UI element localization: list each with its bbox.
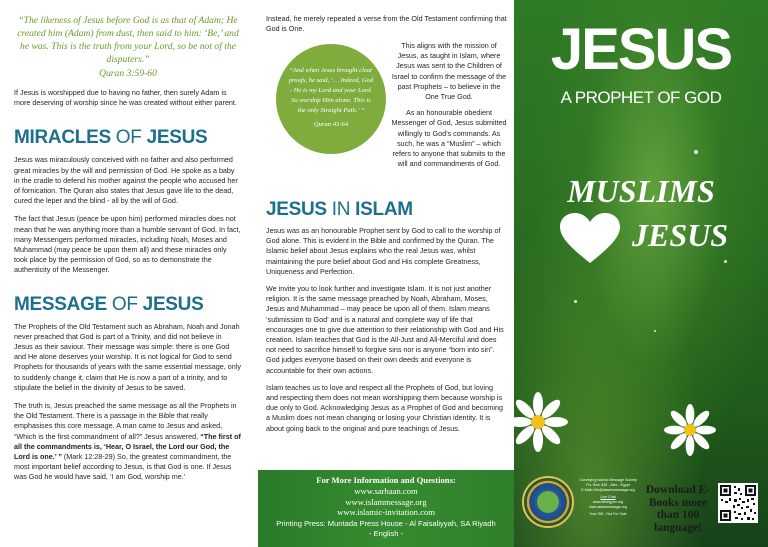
miracles-heading-word2: JESUS: [146, 127, 208, 149]
miracles-heading: [14, 127, 242, 149]
alignment-paragraph-2: As an honourable obedient Messenger of God, Jesus submitted willingly to God’s commands. As such, he was a “Muslim” – which refers to anyone that submits to the will and commandments of God.: [391, 108, 507, 169]
footer-language: - English -: [368, 529, 404, 538]
opening-quote: [14, 14, 242, 80]
society-website-1[interactable]: www.sfhelgyon.org: [592, 500, 624, 504]
message-heading-word2: JESUS: [142, 293, 204, 315]
sparkle: [654, 330, 656, 332]
footer-title: For More Information and Questions:: [316, 475, 456, 485]
daisy-flower-icon: [514, 392, 568, 452]
footer-link-sarhaan[interactable]: www.sarhaan.com: [354, 486, 418, 496]
islam-paragraph-3: Islam teaches us to love and respect all the Prophets of God, but loving and respecting them does not mean worshipping them because worship is due only to God. Acknowledging Jesus as a Prophet of God and becoming a Muslim does not mean changing or losing your Christian identity. It is about going back to the original and pure teachings of Jesus.: [266, 382, 503, 433]
quote-circle: [276, 44, 386, 154]
cover-panel: [514, 0, 768, 547]
message-paragraph-2: [14, 401, 242, 483]
muslims-text: MUSLIMS: [567, 173, 715, 209]
jesus-in-islam-heading: [266, 199, 413, 221]
miracles-paragraph-2: The fact that Jesus (peace be upon him) performed miracles does not mean that he was anything more than a humble servant of God. In fact, many Messengers performed miracles, including Noah, Moses and Muhammad (may peace be upon them all) and these miracles only took place by the permission of God, so as to demonstrate the authenticity of the Messenger.: [14, 214, 241, 275]
continuation-paragraph: Instead, he merely repeated a verse from the Old Testament confirming that God is One.: [266, 14, 507, 34]
miracles-paragraph-1: Jesus was miraculously conceived with no father and also performed great miracles by the will and permission of God. He spoke as a baby in the cradle to defend his mother against the people who accused her of fornication. The Quran also states that Jesus gave life to the dead, cured the leper and the blind - all by the will of God.: [14, 155, 238, 206]
footer-link-islammessage[interactable]: www.islammessage.org: [345, 496, 427, 507]
live-chat-link[interactable]: Live Chat: [600, 495, 616, 499]
opening-quote-reference: Quran 3:59-60: [99, 68, 157, 79]
islam-heading-word2: ISLAM: [355, 199, 413, 220]
cover-title: JESUS: [550, 17, 732, 82]
society-name: Conveying Islamic Message Society: [579, 478, 637, 482]
society-seal-logo: [522, 476, 574, 528]
circle-quote-text: “And when Jesus brought clear proofs, he said, ‘… Indeed, God - He is my Lord and your Lord. So worship Him alone. This is the only Straight Path.’ ”: [288, 67, 374, 114]
heart-icon: [560, 213, 620, 265]
islam-body: [266, 226, 506, 441]
sparkle: [574, 300, 577, 303]
message-heading: [14, 294, 242, 316]
qr-code-icon[interactable]: [718, 483, 758, 523]
society-contact-info: [576, 478, 640, 517]
middle-column: [258, 0, 514, 547]
circle-quote-reference: Quran 43:64: [313, 121, 349, 128]
sparkle: [694, 150, 698, 154]
islam-heading-word1: JESUS: [266, 199, 327, 220]
society-address: P.o. Box: 834 - Alex - Egypt: [586, 483, 630, 487]
jesus-script-text: JESUS: [632, 217, 729, 253]
message-paragraph-2-end: (Mark 12:28-29) So, the greatest commandment, the most important belief according to Jesus, is that God is one. If Jesus was God he would have said, ‘I am God, worship me.’: [14, 452, 232, 482]
left-column: [0, 0, 256, 547]
contact-footer: [258, 470, 514, 547]
commandment-quote: “The first of all the commandments is, ‘Hear, O Israel, the Lord our God, the Lord is one.’ ”: [14, 431, 241, 462]
miracles-heading-of: OF: [110, 127, 147, 149]
cover-subtitle: A PROPHET OF GOD: [560, 88, 722, 107]
society-website-2[interactable]: www.islammessage.org: [589, 505, 627, 509]
society-email: E-Mail: info@islamicmessage.org: [581, 488, 635, 492]
islam-heading-in: IN: [326, 199, 356, 220]
continuation-text-block: [266, 14, 508, 34]
miracles-heading-word1: MIRACLES: [14, 127, 111, 149]
footer-link-islamic-invitation[interactable]: www.islamic-invitation.com: [337, 507, 435, 517]
message-heading-of: OF: [106, 293, 143, 315]
message-paragraph-1: The Prophets of the Old Testament such as Abraham, Noah and Jonah never preached that God is part of a Trinity, and did not believe in Jesus as their saviour. Their message was simple: there is one God and He alone deserves your worship. It is not logical for God to send Prophets for thousands of years with the same essential message, only to suddenly change it, claim that He is now a part of a trinity, and to stipulate the belief in the divinity of Jesus to be saved.: [14, 321, 241, 392]
intro-paragraph: If Jesus is worshipped due to having no father, then surely Adam is more deserving of worship since he was created without either parent.: [14, 88, 237, 108]
islam-paragraph-1: Jesus was as an honourable Prophet sent by God to call to the worship of God alone. This is evident in the Bible and confirmed by the Quran. The Islamic belief about Jesus explains who the real Jesus was, whilst maintaining the pure belief about God and His complete Greatness, Uniqueness and Perfection.: [266, 226, 501, 276]
footer-printing-press: Printing Press: Muntada Press House - Al Faisaliyyah, SA Riyadh: [276, 518, 496, 528]
message-paragraph-2-start: The truth is, Jesus preached the same message as all the Prophets in the Old Testament. There is a passage in the Bible that really emphasises this core message. A man came to Jesus and asked, “Which is the first commandment of all?” Jesus answered,: [14, 401, 237, 441]
alignment-paragraph-1: This aligns with the mission of Jesus, as taught in Islam, where Jesus was sent to the Children of Israel to confirm the message of the past Prophets – to believe in the One True God.: [391, 41, 507, 102]
not-for-sale-note: Your Gift - Not For Sale: [589, 512, 627, 516]
message-heading-word1: MESSAGE: [14, 293, 107, 315]
heart-row: [514, 213, 768, 263]
islam-paragraph-2: We invite you to look further and investigate Islam. It is not just another religion. It is the same message preached by Noah, Abraham, Moses, Jesus and Muhammad – may peace be upon all of them. Islam means ‘submission to God’ and is a natural and complete way of life that encourages one to give due attention to their relationship with God and His creation. Islam teaches that God is the All-Just and All-Merciful and does not need to sacrifice himself to forgive sins nor is anyone “born into sin”. God judges everyone based on their own deeds and everyone is accountable for their own actions.: [266, 284, 504, 375]
daisy-flower-icon: [664, 404, 716, 456]
download-ebooks-text: Download E-Books more than 100 language!: [645, 484, 711, 534]
opening-quote-text: “The likeness of Jesus before God is as that of Adam; He created him (Adam) from dust, then said to him: ‘Be,’ and he was. This is the truth from your Lord, so be not of the disputers.”: [17, 15, 239, 65]
